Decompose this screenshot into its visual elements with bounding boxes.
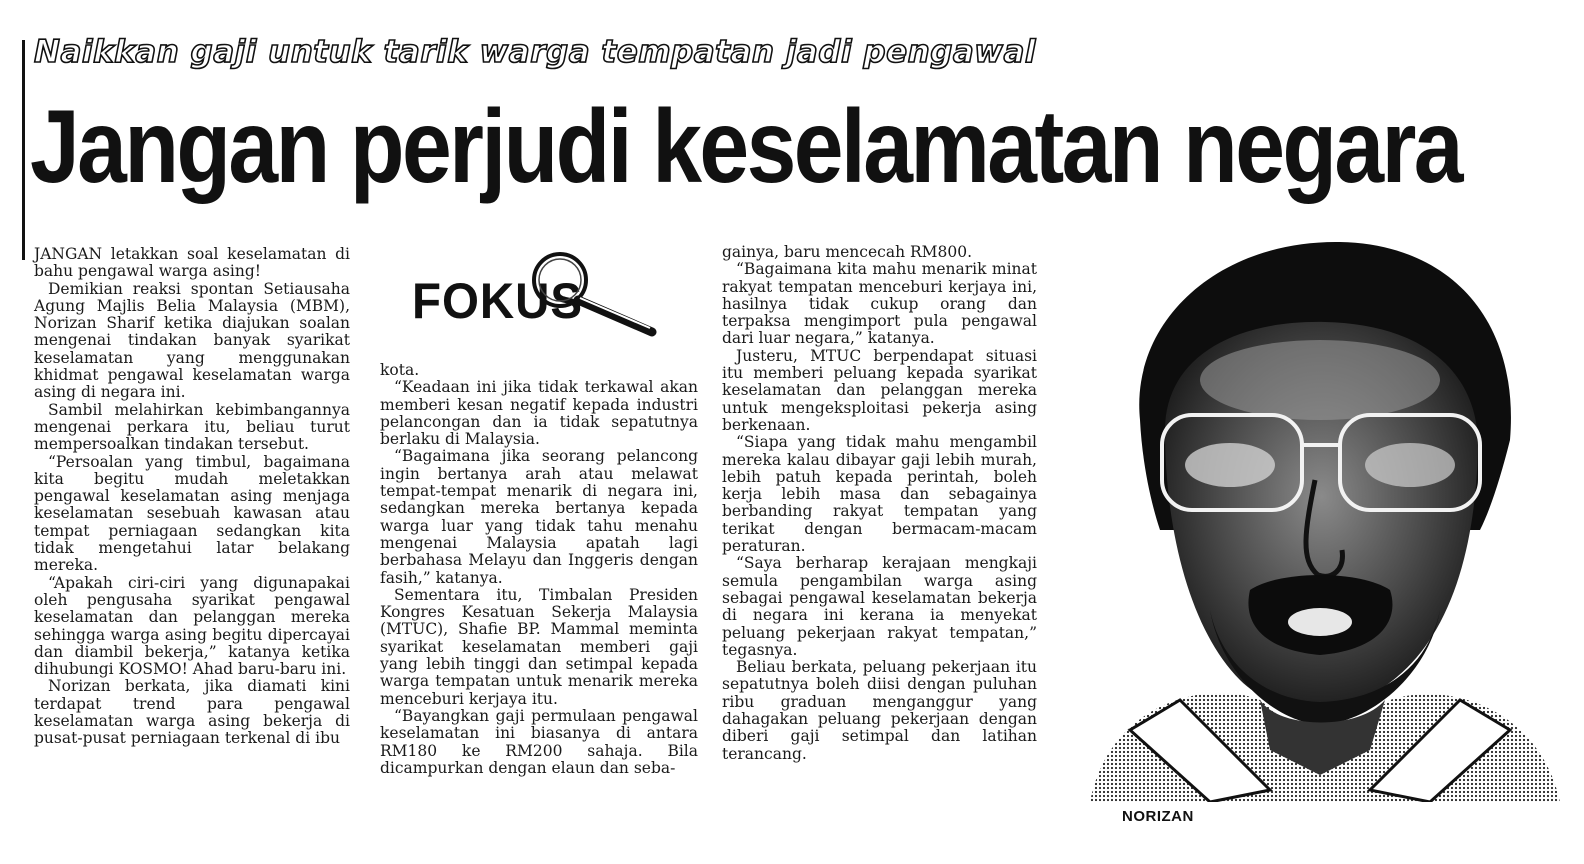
paragraph: “Apakah ciri-ciri yang digunapakai oleh pengusaha syarikat pengawal keselamatan dan pelanggan mereka sehingga warga asing begitu dipercayai dan diambil bekerja,” katanya ketika dihubungi KOSMO! Ahad baru-baru ini.	[34, 573, 350, 679]
fokus-logo	[412, 252, 672, 342]
paragraph: gainya, baru mencecah RM800.	[722, 243, 973, 261]
paragraph: “Bagaimana jika seorang pelancong ingin bertanya arah atau melawat tempat-tempat menarik di negara ini, sedangkan mereka bertanya kepada warga luar yang tidak tahu menahu mengenai Malaysia apatah lagi berbahasa Melayu dan Inggeris dengan fasih,” katanya.	[380, 447, 698, 587]
paragraph: Norizan berkata, jika diamati kini terdapat trend para pengawal keselamatan warga asing bekerja di pusat-pusat perniagaan terkenal di ibu	[34, 677, 350, 748]
paragraph: “Siapa yang tidak mahu mengambil mereka kalau dibayar gaji lebih murah, lebih patuh kepada perintah, boleh kerja lebih masa dan sebagainya berbanding rakyat tempatan yang terikat dengan bermacam-macam peraturan.	[722, 433, 1037, 556]
paragraph: Demikian reaksi spontan Setiausaha Agung Majlis Belia Malaysia (MBM), Norizan Sharif ketika diajukan soalan mengenai tindakan banyak syarikat keselamatan yang menggunakan khidmat pengawal keselamatan warga asing di negara ini.	[34, 279, 350, 402]
portrait-photo	[1070, 230, 1570, 802]
paragraph: Justeru, MTUC berpendapat situasi itu memberi peluang kepada syarikat keselamatan dan pelanggan mereka untuk mengeksploitasi pekerja asing berkenaan.	[722, 346, 1037, 434]
paragraph: “Saya berharap kerajaan mengkaji semula pengambilan warga asing sebagai pengawal keselamatan bekerja di negara ini kerana ia menyekat peluang pekerjaan rakyat tempatan,” tegasnya.	[722, 554, 1037, 659]
paragraph: “Bayangkan gaji permulaan pengawal keselamatan ini biasanya di antara RM180 ke RM200 sahaja. Bila dicampurkan dengan elaun dan seba-	[380, 706, 698, 777]
paragraph: “Persoalan yang timbul, bagaimana kita begitu mudah meletakkan pengawal keselamatan asing menjaga keselamatan sesebuah kawasan atau tempat perniagaan sedangkan kita tidak mengetahui latar belakang mereka.	[34, 452, 350, 575]
photo-caption: NORIZAN	[1122, 808, 1194, 825]
paragraph: kota.	[380, 361, 420, 379]
main-headline: Jangan perjudi keselamatan negara	[30, 89, 1461, 205]
paragraph: Sementara itu, Timbalan Presiden Kongres Kesatuan Sekerja Malaysia (MTUC), Shafie BP. Mammal meminta syarikat keselamatan memberi gaji yang lebih tinggi dan setimpal kepada warga tempatan untuk menarik mereka menceburi kerjaya itu.	[380, 585, 698, 708]
paragraph: JANGAN letakkan soal keselamatan di bahu pengawal warga asing!	[34, 245, 350, 281]
magnifier-icon	[412, 252, 672, 342]
fokus-logo-text: FOKUS	[412, 273, 583, 329]
article-column-2	[380, 362, 698, 777]
article-column-3	[722, 244, 1037, 763]
paragraph: Sambil melahirkan kebimbangannya mengenai perkara itu, beliau turut mempersoalkan tindakan tersebut.	[34, 400, 350, 454]
kicker-headline: Naikkan gaji untuk tarik warga tempatan jadi pengawal	[34, 34, 1036, 70]
paragraph: “Keadaan ini jika tidak terkawal akan memberi kesan negatif kepada industri pelancongan dan ia tidak sepatutnya berlaku di Malaysia.	[380, 378, 698, 449]
left-rule	[22, 40, 25, 260]
article-column-1	[34, 246, 350, 748]
paragraph: “Bagaimana kita mahu menarik minat rakyat tempatan menceburi kerjaya ini, hasilnya tidak cukup orang dan terpaksa mengimport pula pengawal dari luar negara,” katanya.	[722, 260, 1037, 348]
paragraph: Beliau berkata, peluang pekerjaan itu sepatutnya boleh diisi dengan puluhan ribu graduan menganggur yang dahagakan peluang pekerjaan dengan diberi gaji setimpal dan latihan terancang.	[722, 658, 1037, 763]
